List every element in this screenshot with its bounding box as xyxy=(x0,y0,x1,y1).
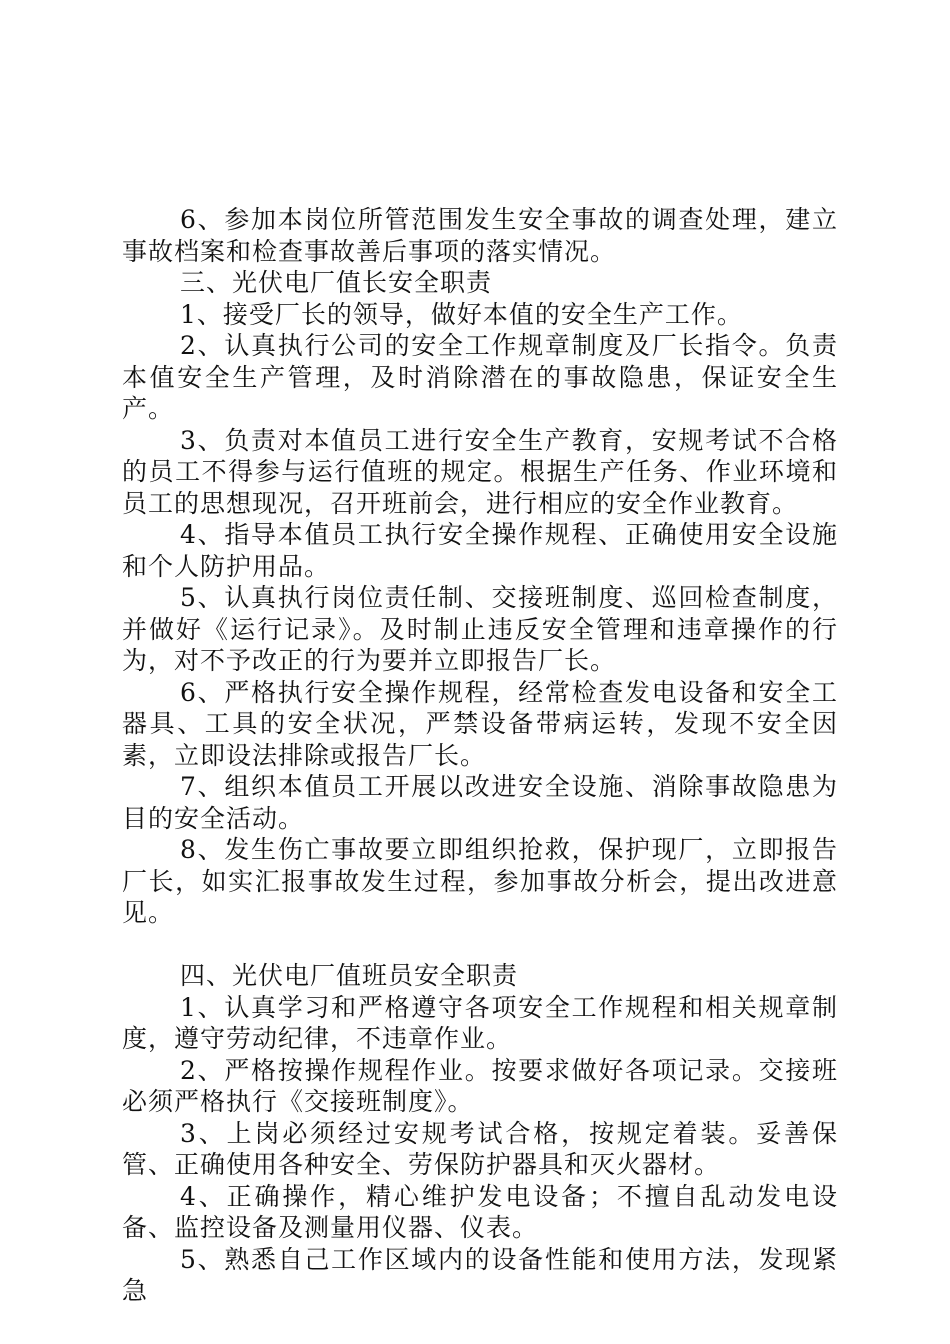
paragraph-duty-2: 2、严格按操作规程作业。按要求做好各项记录。交接班必须严格执行《交接班制度》。 xyxy=(122,1055,838,1116)
paragraph-item-6: 6、参加本岗位所管范围发生安全事故的调查处理，建立事故档案和检查事故善后事项的落实情况。 xyxy=(122,205,838,266)
paragraph-item-6b: 6、严格执行安全操作规程，经常检查发电设备和安全工器具、工具的安全状况，严禁设备带病运转，发现不安全因素，立即设法排除或报告厂长。 xyxy=(122,677,838,770)
paragraph-item-1: 1、接受厂长的领导，做好本值的安全生产工作。 xyxy=(180,299,743,329)
paragraph-duty-4: 4、正确操作，精心维护发电设备；不擅自乱动发电设备、监控设备及测量用仪器、仪表。 xyxy=(122,1181,838,1242)
document-body xyxy=(122,204,838,1307)
paragraph-item-2: 2、认真执行公司的安全工作规章制度及厂长指令。负责本值安全生产管理，及时消除潜在的事故隐患，保证安全生产。 xyxy=(122,331,838,423)
section-heading-3: 三、光伏电厂值长安全职责 xyxy=(180,268,493,297)
paragraph-item-7: 7、组织本值员工开展以改进安全设施、消除事故隐患为目的安全活动。 xyxy=(122,772,838,833)
paragraph-duty-1: 1、认真学习和严格遵守各项安全工作规程和相关规章制度，遵守劳动纪律，不违章作业。 xyxy=(122,992,838,1053)
blank-line xyxy=(122,929,838,961)
paragraph-item-4: 4、指导本值员工执行安全操作规程、正确使用安全设施和个人防护用品。 xyxy=(122,520,838,581)
section-heading-4: 四、光伏电厂值班员安全职责 xyxy=(180,961,519,990)
paragraph-duty-3: 3、上岗必须经过安规考试合格，按规定着装。妥善保管、正确使用各种安全、劳保防护器具和灭火器材。 xyxy=(122,1118,838,1179)
paragraph-item-8: 8、发生伤亡事故要立即组织抢救，保护现厂，立即报告厂长，如实汇报事故发生过程，参加事故分析会，提出改进意见。 xyxy=(122,835,838,927)
paragraph-duty-5: 5、熟悉自己工作区域内的设备性能和使用方法，发现紧急 xyxy=(122,1244,838,1305)
paragraph-item-5: 5、认真执行岗位责任制、交接班制度、巡回检查制度，并做好《运行记录》。及时制止违反安全管理和违章操作的行为，对不予改正的行为要并立即报告厂长。 xyxy=(122,583,838,675)
paragraph-item-3: 3、负责对本值员工进行安全生产教育，安规考试不合格的员工不得参与运行值班的规定。根据生产任务、作业环境和员工的思想现况，召开班前会，进行相应的安全作业教育。 xyxy=(122,425,838,518)
